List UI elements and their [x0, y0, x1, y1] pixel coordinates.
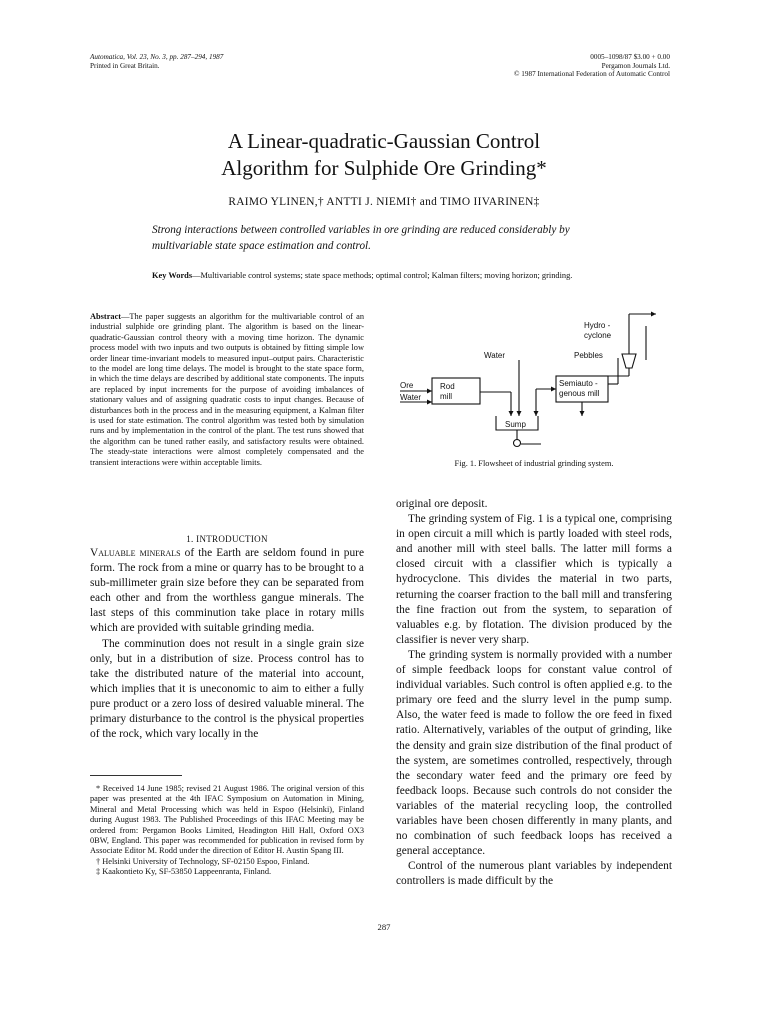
flowsheet-figure: [396, 306, 672, 456]
label-water: Water: [484, 351, 506, 360]
journal-header-left: [90, 53, 223, 70]
abstract-text: —The paper suggests an algorithm for the multivariable control of an industrial sulphide ore grinding plant. The algorithm is based on the linear-quadratic-Gaussian control theory with a moving time horizon. The dynamic process model with two inputs and two outputs is obtained by fitting simple low order linear time-invariant models to measured input–output pairs. Characteristic to the model are long time delays. The model is brought to the state space form, in which the time delays are described by additional state components. The inputs are replaced by input increments for the purpose of avoiding imbalances of stationary values and of assigning quadratic costs to input changes. Because of disturbances both in the process and in the measuring equipment, a Kalman filter is used for state estimation. The control algorithm was tested both by simulation runs and by implementation in the control of the plant. The test runs showed that the algorithm can be tuned rather easily, and satisfactory results were obtained. The steady-state interactions were almost completely compensated and the transient interactions were within acceptable limits.: [90, 312, 364, 467]
footnote-affiliation-1: † Helsinki University of Technology, SF-02150 Espoo, Finland.: [96, 856, 310, 866]
keywords: [152, 270, 622, 281]
label-ore: Ore: [400, 381, 414, 390]
publisher: Pergamon Journals Ltd.: [601, 61, 670, 70]
label-pebbles: Pebbles: [574, 351, 603, 360]
lead-in: Valuable minerals: [90, 547, 181, 559]
label-water-inlet: Water: [400, 393, 422, 402]
summary-statement: Strong interactions between controlled variables in ore grinding are reduced considerably by multivariable state space estimation and control.: [152, 224, 570, 252]
paragraph: Control of the numerous plant variables by independent controllers is made difficult by the: [396, 860, 672, 888]
issn-code: 0005–1098/87 $3.00 + 0.00: [590, 53, 670, 61]
author-list: RAIMO YLINEN,† ANTTI J. NIEMI† and TIMO IIVARINEN‡: [228, 196, 540, 208]
figure-caption: Fig. 1. Flowsheet of industrial grinding system.: [454, 459, 614, 468]
paragraph: The grinding system is normally provided with a number of simple feedback loops for constant value control of individual variables. Such control is often applied e.g. to the primary ore feed and the slurry level in the pump sump. Also, the water feed is made to follow the ore feed in fixed ratio. Alternatively, variables of the output of grinding, like the density and grain size distribution of the final product of the system, are sometimes controlled, respectively, through the secondary water feed and the primary ore feed by feedback loops. Because such controls do not consider the variables of the material recycling loop, the controlled variables have been chosen differently in many plants, and no combination of such feedback loops has received a general acceptance.: [396, 648, 672, 858]
paragraph: original ore deposit.: [396, 498, 488, 510]
label-hydrocyclone-1: Hydro -: [584, 321, 611, 330]
paragraph: The comminution does not result in a single grain size only, but in a distribution of size. Process control has to take the distributed nature of the material into account, which implies that it is uneconomic to aim to either a fully pure product or a zero loss of desired valuable mineral. The primary disturbance to the control is the physical properties of the rock, which vary locally in the: [90, 637, 364, 741]
footnotes: [90, 784, 364, 878]
journal-citation: Automatica, Vol. 23, No. 3, pp. 287–294, 1987: [90, 53, 224, 61]
paper-title: [0, 128, 768, 182]
page-number: 287: [377, 922, 391, 932]
label-semiautogenous-2: genous mill: [559, 389, 600, 398]
printed-in: Printed in Great Britain.: [90, 61, 160, 70]
title-line-2: Algorithm for Sulphide Ore Grinding*: [221, 156, 547, 180]
footnote-rule: [90, 775, 182, 776]
paragraph: The grinding system of Fig. 1 is a typical one, comprising in open circuit a mill which is partly loaded with steel rods, and another mill with steel balls. The latter mill forms a closed circuit with a classifier which is typically a hydrocyclone. This divides the material in two parts, returning the coarser fraction to the ball mill and transfering the fine fraction out from the system, to separation of valuables e.g. by flotation. The division produced by the classifier is never very sharp.: [396, 513, 672, 646]
section-heading-introduction: 1. INTRODUCTION: [186, 534, 268, 544]
label-rod-mill-2: mill: [440, 392, 452, 401]
label-sump: Sump: [505, 420, 526, 429]
label-rod-mill-1: Rod: [440, 382, 455, 391]
label-hydrocyclone-2: cyclone: [584, 331, 612, 340]
footnote-received: * Received 14 June 1985; revised 21 August 1986. The original version of this paper was presented at the 4th IFAC Symposium on Automation in Mining, Mineral and Metal Processing which was held in Espoo (Helsinki), Finland during August 1983. The Published Proceedings of this IFAC Meeting may be ordered from: Pergamon Books Limited, Headington Hill Hall, Oxford OX3 0BW, England. This paper was recommended for publication in revised form by Associate Editor M. Rodd under the direction of Editor H. Austin Spang III.: [90, 784, 364, 856]
abstract-label: Abstract: [90, 312, 122, 321]
keywords-text: —Multivariable control systems; state space methods; optimal control; Kalman filters; moving horizon; grinding.: [192, 271, 573, 280]
title-line-1: A Linear-quadratic-Gaussian Control: [227, 129, 541, 153]
paragraph: Valuable minerals of the Earth are seldom found in pure form. The rock from a mine or quarry has to be brought to a sub-millimeter grain size before they can be separated from each other and from the worthless gangue minerals. The last steps of this comminution take place in rotary mills which are provided with suitable grinding media.: [90, 547, 364, 635]
introduction-body: [90, 546, 364, 742]
right-column-body: [396, 497, 672, 889]
journal-header-right: [514, 53, 670, 79]
copyright: © 1987 International Federation of Automatic Control: [514, 70, 670, 79]
keywords-label: Key Words: [152, 271, 193, 280]
abstract: [90, 312, 364, 468]
label-semiautogenous-1: Semiauto -: [559, 379, 598, 388]
footnote-affiliation-2: ‡ Kaakontieto Ky, SF-53850 Lappeenranta, Finland.: [96, 867, 272, 877]
